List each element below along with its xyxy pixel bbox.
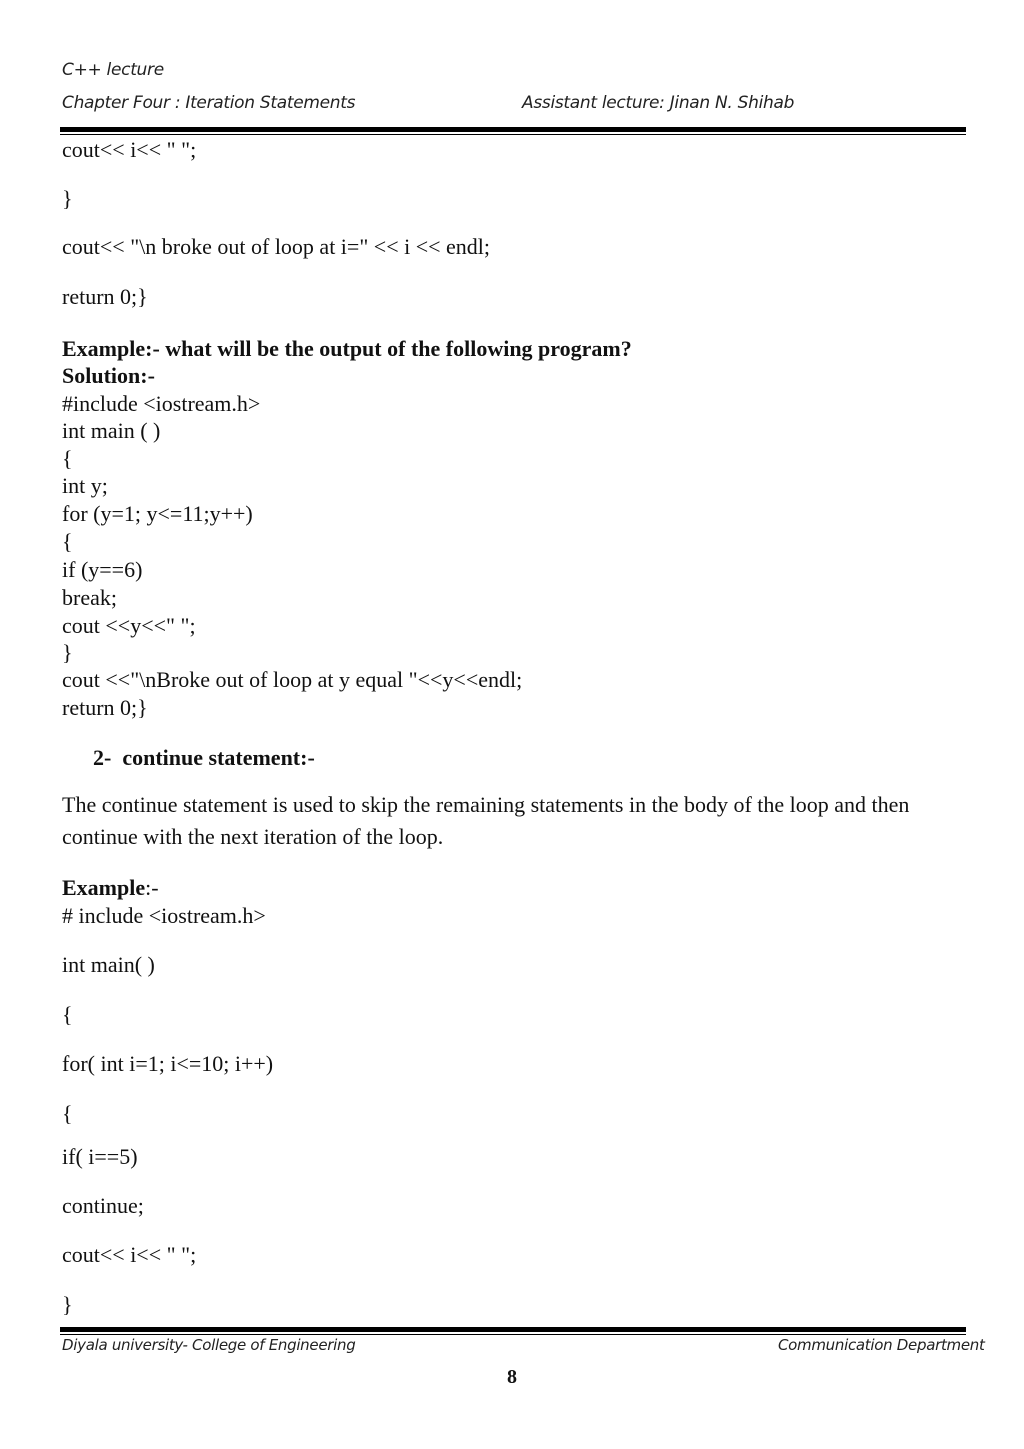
code-line: #include <iostream.h>: [62, 391, 261, 416]
code-line: return 0;}: [62, 284, 148, 309]
course-title: C++ lecture: [62, 60, 164, 80]
code-line: {: [62, 446, 73, 471]
footer-university: Diyala university- College of Engineering: [62, 1336, 356, 1354]
page-number: 8: [507, 1366, 517, 1388]
section-description: The continue statement is used to skip the remaining statements in the body of the loop and then continue with the next iteration of the loop.: [62, 792, 910, 849]
header-rule-thick: [60, 127, 966, 132]
example-label-text: Example: [62, 875, 146, 900]
code-line: }: [62, 640, 73, 665]
example-label-suffix: :-: [145, 875, 159, 900]
code-line: for (y=1; y<=11;y++): [62, 501, 253, 526]
code-line: int main ( ): [62, 418, 161, 443]
example-question: Example:- what will be the output of the following program?: [62, 336, 632, 361]
solution-label: Solution:-: [62, 363, 155, 388]
code-line: {: [62, 529, 73, 554]
code-line: if (y==6): [62, 557, 143, 582]
code-line: cout<< i<< " ";: [62, 1242, 197, 1267]
code-line: cout <<y<<" ";: [62, 613, 196, 638]
code-line: cout <<"\nBroke out of loop at y equal "<<y<<endl;: [62, 667, 523, 692]
author-name: Assistant lecture: Jinan N. Shihab: [522, 93, 795, 113]
footer-rule-thick: [60, 1327, 966, 1332]
code-line: for( int i=1; i<=10; i++): [62, 1051, 274, 1076]
code-line: }: [62, 1292, 73, 1317]
section-heading: 2- continue statement:-: [93, 745, 315, 770]
code-line: int y;: [62, 473, 108, 498]
code-line: # include <iostream.h>: [62, 903, 266, 928]
footer-rule-thin: [60, 1334, 966, 1335]
code-line: cout<< i<< " ";: [62, 137, 197, 162]
code-line: int main( ): [62, 952, 155, 977]
code-line: }: [62, 186, 73, 211]
code-line: {: [62, 1002, 73, 1027]
example-label: [62, 875, 159, 901]
chapter-title: Chapter Four : Iteration Statements: [62, 93, 356, 113]
code-line: {: [62, 1101, 73, 1126]
header-rule-thin: [60, 134, 966, 135]
code-line: continue;: [62, 1193, 144, 1218]
footer-department: Communication Department: [778, 1336, 985, 1354]
code-line: return 0;}: [62, 695, 148, 720]
code-line: cout<< "\n broke out of loop at i=" << i << endl;: [62, 234, 491, 259]
code-line: break;: [62, 585, 117, 610]
code-line: if( i==5): [62, 1144, 138, 1169]
